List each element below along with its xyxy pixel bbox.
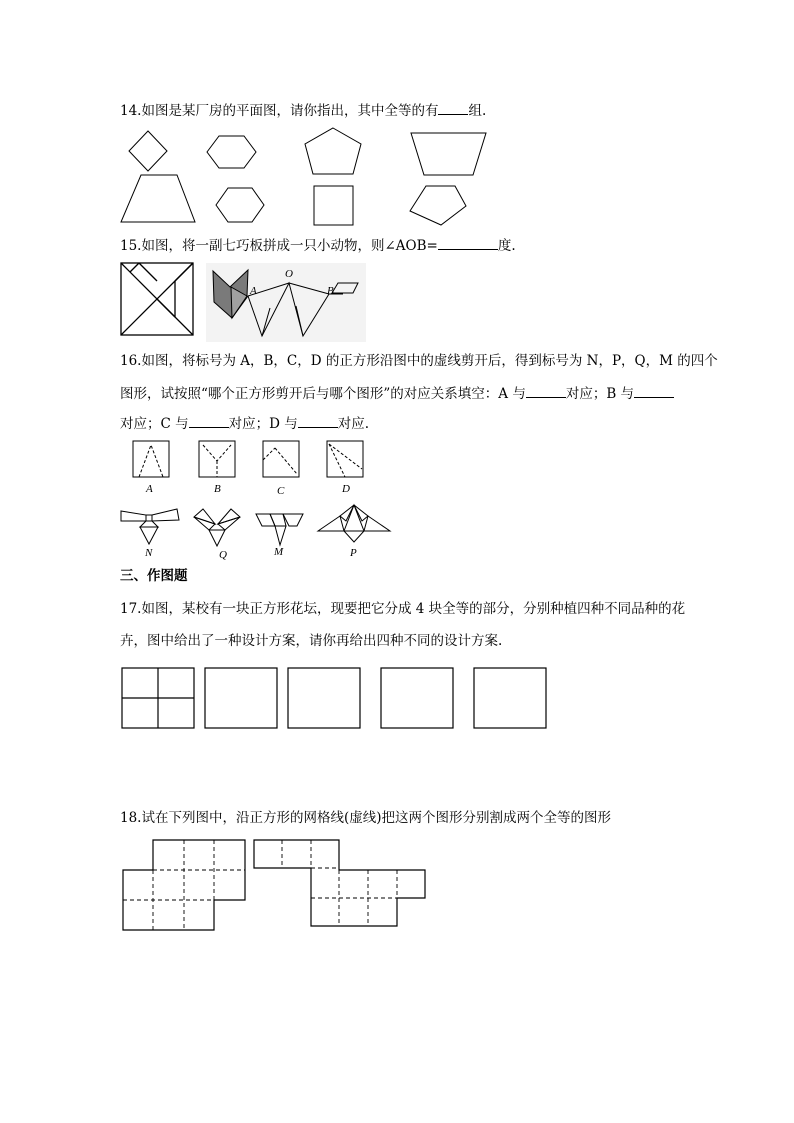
q16-label-p: P: [350, 547, 357, 559]
q16-label-c: C: [277, 485, 285, 497]
q17-line1: 17.如图，某校有一块正方形花坛，现要把它分成 4 块全等的部分，分别种植四种不同品种的花: [120, 601, 686, 617]
q16-label-a: A: [146, 483, 153, 495]
q18-text: 18.试在下列图中，沿正方形的网格线(虚线)把这两个图形分别割成两个全等的图形: [120, 810, 612, 826]
q16-line1: 16.如图，将标号为 A，B，C，D 的正方形沿图中的虚线剪开后，得到标号为 N，P，Q，M 的四个: [120, 353, 718, 369]
q15-label-b: B: [327, 285, 334, 297]
q16-label-n: N: [145, 547, 153, 559]
q15-text-before: 15.如图，将一副七巧板拼成一只小动物，则∠AOB=: [120, 238, 438, 254]
q14-text-after: 组.: [468, 103, 487, 119]
q16-line2-part1: 图形，试按照“哪个正方形剪开后与哪个图形”的对应关系填空：A 与: [120, 386, 526, 402]
q16-label-d: D: [342, 483, 350, 495]
q16-line3-part3: 对应.: [337, 416, 370, 432]
section-3-title: 三、作图题: [120, 568, 188, 584]
q18-figure-2: [254, 840, 425, 926]
q15-label-o: O: [285, 268, 293, 280]
q16-label-b: B: [214, 483, 221, 495]
q16-label-q: Q: [219, 549, 227, 561]
q15-label-a: A: [250, 285, 257, 297]
q16-line2-part2: 对应；B 与: [565, 386, 635, 402]
q15-text-after: 度.: [497, 238, 516, 254]
q18-figure-1: [123, 840, 245, 930]
q16-line3-part1: 对应；C 与: [120, 416, 189, 432]
q14-text-before: 14.如图是某厂房的平面图，请你指出，其中全等的有: [120, 103, 439, 119]
q16-label-m: M: [274, 546, 284, 558]
q16-line3-part2: 对应；D 与: [228, 416, 298, 432]
q17-line2: 卉，图中给出了一种设计方案，请你再给出四种不同的设计方案.: [120, 633, 503, 649]
